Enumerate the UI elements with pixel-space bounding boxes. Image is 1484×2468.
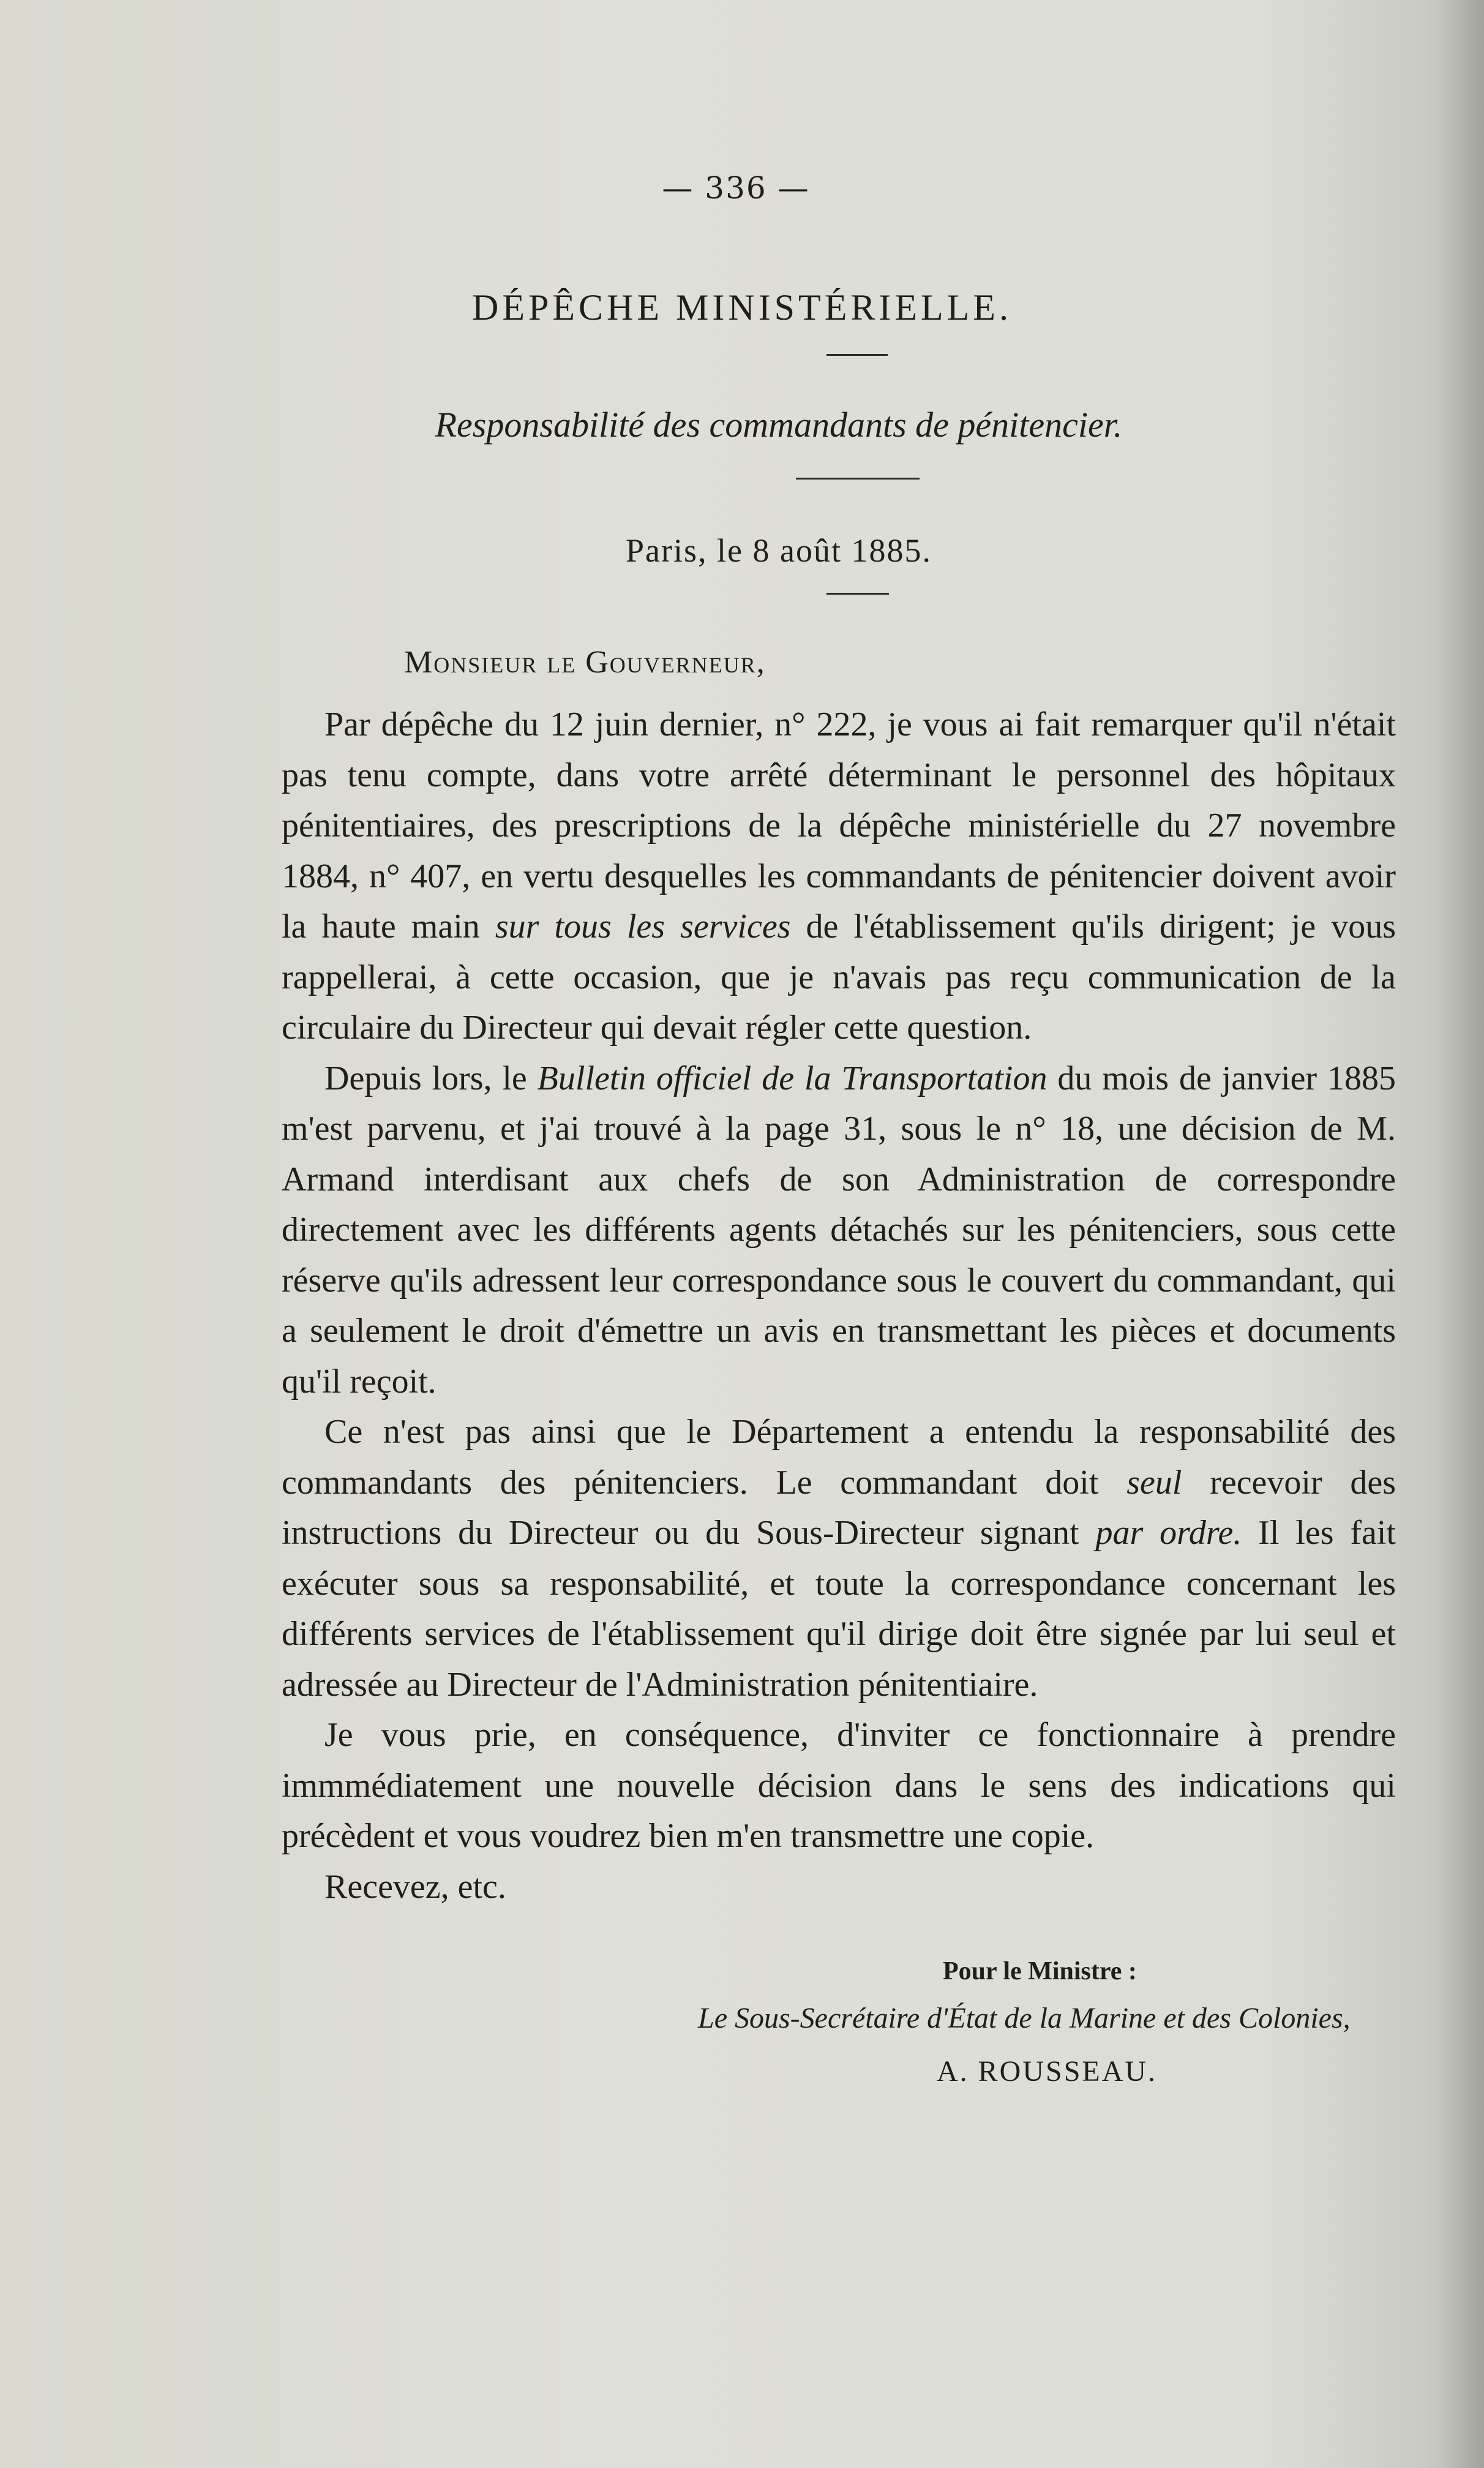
paragraph-2-tail: du mois de janvier 1885 m'est parvenu, et j'ai trouvé à la page 31, sous le n° 18, une décision de M. Armand interdisant aux chefs de son Administration de correspondre directement avec les différents agents détachés sur les pénitenciers, sous cette réserve qu'ils adressent leur correspondance sous le couvert du commandant, qui a seulement le droit d'émettre un avis en transmettant les pièces et documents qu'il reçoit. [282, 1059, 1396, 1401]
paragraph-1-tail: de l'établissement qu'ils dirigent; je vous rappellerai, à cette occasion, que je n'avais pas reçu communication de la circulaire du Directeur qui devait régler cette question. [282, 908, 1396, 1047]
paragraph-3-emphasis-2: par ordre. [1095, 1514, 1242, 1552]
paragraph-1-emphasis: sur tous les services [495, 908, 791, 946]
page-number: — 336 — [662, 170, 810, 206]
document-subtitle: Responsabilité des commandants de pénitencier. [435, 405, 1123, 445]
closing-line: Recevez, etc. [324, 1867, 506, 1906]
paragraph-4: Je vous prie, en conséquence, d'inviter ce fonctionnaire à prendre immmédiatement une nouvelle décision dans le sens des indications qui précèdent et vous voudrez bien m'en transmettre une copie. [282, 1716, 1396, 1855]
letter-body [282, 699, 1396, 1912]
document-title: DÉPÊCHE MINISTÉRIELLE. [472, 287, 1012, 328]
dateline-rule [826, 593, 889, 595]
paragraph-2-emphasis: Bulletin officiel de la Transportation [537, 1059, 1047, 1097]
paragraph-3-tail: Il les fait exécuter sous sa responsabilité, et toute la correspondance concernant les différents services de l'établissement qu'il dirige doit être signée par lui seul et adressée au Directeur de l'Administration pénitentiaire. [282, 1514, 1396, 1704]
paragraph-3 [282, 1407, 1396, 1710]
signature-title: Le Sous-Secrétaire d'État de la Marine et des Colonies, [698, 2002, 1351, 2034]
paragraph-2-start: Depuis lors, le [324, 1059, 527, 1097]
paragraph-1 [282, 699, 1396, 1053]
paragraph-3-emphasis-1: seul [1126, 1463, 1182, 1502]
salutation: Monsieur le Gouverneur, [404, 645, 766, 680]
paragraph-2 [282, 1053, 1396, 1407]
subtitle-rule [796, 478, 920, 480]
paragraph-1-text: Par dépêche du 12 juin dernier, n° 222, je vous ai fait remarquer qu'il n'était pas tenu compte, dans votre arrêté déterminant le personnel des hôpitaux pénitentiaires, des prescriptions de la dépêche ministérielle du 27 novembre 1884, n° 407, en vertu desquelles les commandants de pénitencier doivent avoir la haute main [282, 705, 1396, 946]
dateline: Paris, le 8 août 1885. [626, 532, 932, 569]
page-edge-shadow [1441, 0, 1484, 2468]
paragraph-3-start: Ce n'est pas ainsi que le Département a entendu la responsabilité des commandants des pénitenciers. Le commandant doit [282, 1413, 1396, 1502]
paragraph-3-middle: recevoir des instructions du Directeur ou du Sous-Directeur signant [282, 1463, 1396, 1552]
title-rule [826, 354, 888, 356]
signature-name: A. ROUSSEAU. [937, 2055, 1158, 2088]
signature-preamble: Pour le Ministre : [943, 1957, 1137, 1985]
